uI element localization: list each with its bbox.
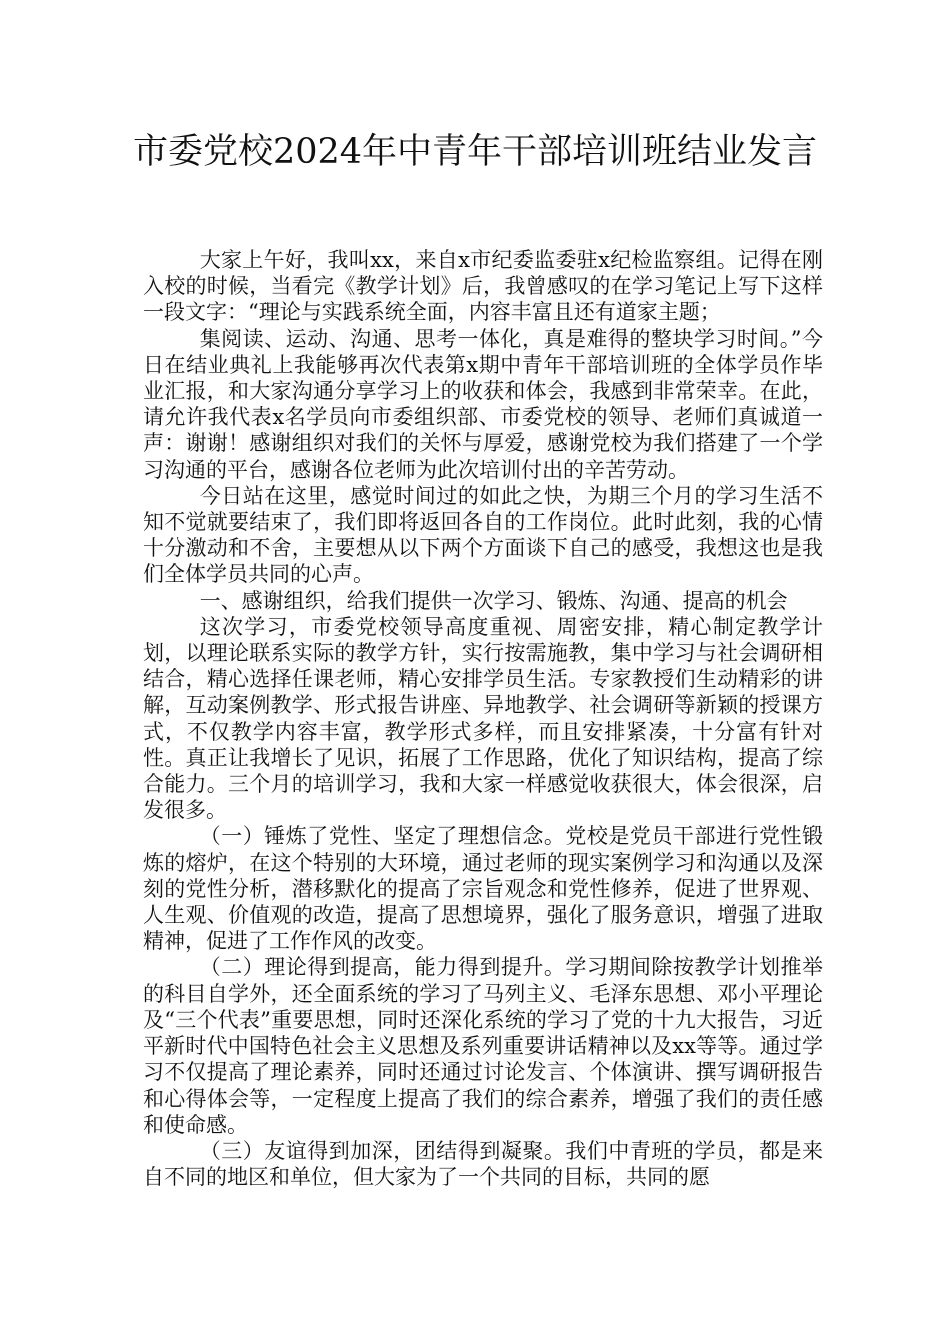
section-heading: 一、感谢组织，给我们提供一次学习、锻炼、沟通、提高的机会 — [199, 588, 788, 613]
paragraph: 大家上午好，我叫xx，来自x市纪委监委驻x纪检监察组。记得在刚入校的时候，当看完《教学计划》后，我曾感叹的在学习笔记上写下这样一段文字：“理论与实践系统全面，内容丰富且还有道家主题； — [143, 248, 823, 325]
paragraph: 集阅读、运动、沟通、思考一体化，真是难得的整块学习时间。”今日在结业典礼上我能够再次代表第x期中青年干部培训班的全体学员作毕业汇报，和大家沟通分享学习上的收获和体会，我感到非常荣幸。在此，请允许我代表x名学员向市委组织部、市委党校的领导、老师们真诚道一声：谢谢！感谢组织对我们的关怀与厚爱，感谢党校为我们搭建了一个学习沟通的平台，感谢各位老师为此次培训付出的辛苦劳动。 — [143, 326, 823, 482]
document-body — [143, 247, 823, 1190]
paragraph: （二）理论得到提高，能力得到提升。学习期间除按教学计划推举的科目自学外，还全面系统的学习了马列主义、毛泽东思想、邓小平理论及“三个代表”重要思想，同时还深化系统的学习了党的十九大报告，习近平新时代中国特色社会主义思想及系列重要讲话精神以及xx等等。通过学习不仅提高了理论素养，同时还通过讨论发言、个体演讲、撰写调研报告和心得体会等，一定程度上提高了我们的综合素养，增强了我们的责任感和使命感。 — [143, 955, 823, 1137]
document-title: 市委党校2024年中青年干部培训班结业发言 — [132, 132, 818, 172]
paragraph: （一）锤炼了党性、坚定了理想信念。党校是党员干部进行党性锻炼的熔炉，在这个特别的大环境，通过老师的现实案例学习和沟通以及深刻的党性分析，潜移默化的提高了宗旨观念和党性修养，促进了世界观、人生观、价值观的改造，提高了思想境界，强化了服务意识，增强了进取精神，促进了工作作风的改变。 — [143, 824, 823, 954]
paragraph: 这次学习，市委党校领导高度重视、周密安排，精心制定教学计划，以理论联系实际的教学方针，实行按需施教，集中学习与社会调研相结合，精心选择任课老师，精心安排学员生活。专家教授们生动精彩的讲解，互动案例教学、形式报告讲座、异地教学、社会调研等新颖的授课方式，不仅教学内容丰富，教学形式多样，而且安排紧凑，十分富有针对性。真正让我增长了见识，拓展了工作思路，优化了知识结构，提高了综合能力。三个月的培训学习，我和大家一样感觉收获很大，体会很深，启发很多。 — [143, 614, 823, 823]
paragraph: 今日站在这里，感觉时间过的如此之快，为期三个月的学习生活不知不觉就要结束了，我们即将返回各自的工作岗位。此时此刻，我的心情十分激动和不舍，主要想从以下两个方面谈下自己的感受，我想这也是我们全体学员共同的心声。 — [143, 483, 823, 587]
paragraph: （三）友谊得到加深，团结得到凝聚。我们中青班的学员，都是来自不同的地区和单位，但大家为了一个共同的目标，共同的愿 — [143, 1138, 823, 1190]
